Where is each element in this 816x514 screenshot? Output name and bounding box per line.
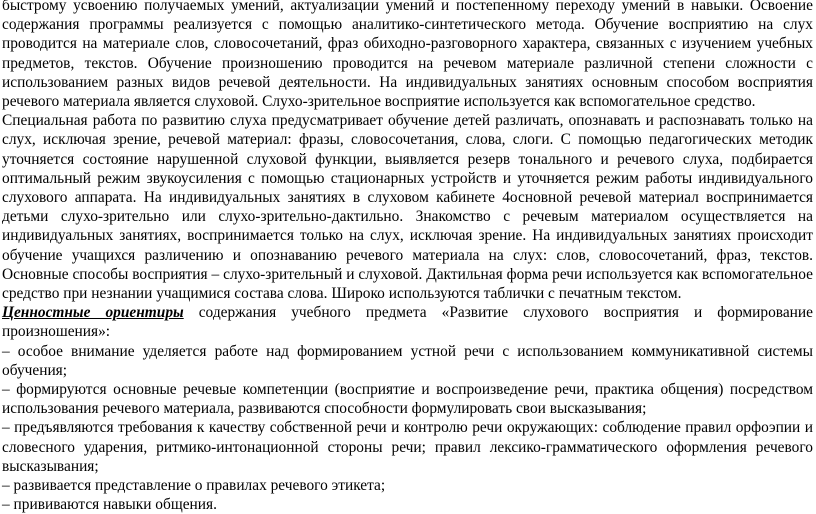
list-item: – прививаются навыки общения.	[2, 496, 217, 514]
document-page	[2, 0, 813, 514]
list-item: – формируются основные речевые компетенции (восприятие и воспроизведение речи, практика общения) посредством использования речевого материала, развиваются способности формулировать свои высказывания;	[2, 381, 813, 418]
values-heading	[2, 303, 813, 341]
paragraph-methods: быстрому усвоению получаемых умений, актуализации умений и постепенному переходу умений в навыки. Освоение содержания программы реализуется с помощью аналитико-синтетического метода. Обучение восприятию на слух проводится на материале слов, словосочетаний, фраз обиходно-разговорного характера, связанных с изучением учебных предметов, текстов. Обучение произношению проводится на речевом материале различной степени сложности с использованием разных видов речевой деятельности. На индивидуальных занятиях основным способом восприятия речевого материала является слуховой. Слухо-зрительное восприятие используется как вспомогательное средство.	[2, 0, 813, 111]
list-item: – предъявляются требования к качеству собственной речи и контролю речи окружающих: соблюдение правил орфоэпии и словесного ударения, ритмико-интонационной стороны речи; правил лексико-грамматического оформления речевого высказывания;	[2, 419, 813, 475]
list-item: – развивается представление о правилах речевого этикета;	[2, 477, 386, 495]
values-heading-rest: содержания учебного предмета «Развитие слухового восприятия и формирование произношения»:	[2, 304, 813, 341]
paragraph-hearing-development: Специальная работа по развитию слуха предусматривает обучение детей различать, опознавать и распознавать только на слух, исключая зрение, речевой материал: фразы, словосочетания, слова, слоги. С помощью педагогических методик уточняется состояние нарушенной слуховой функции, выявляется резерв тонального и речевого слуха, подбирается оптимальный режим звукоусиления с помощью стационарных устройств и уточняется режим работы индивидуального слухового аппарата. На индивидуальных занятиях в слуховом кабинете 4основной речевой материал воспринимается детьми слухо-зрительно или слухо-зрительно-дактильно. Знакомство с речевым материалом осуществляется на индивидуальных занятиях, воспринимается только на слух, исключая зрение. На индивидуальных занятиях происходит обучение учащихся различению и опознаванию речевого материала на слух: слов, словосочетаний, фраз, текстов. Основные способы восприятия – слухо-зрительный и слуховой. Дактильная форма речи используется как вспомогательное средство при незнании учащимися состава слова. Широко используются таблички с печатным текстом.	[2, 112, 813, 303]
list-item: – особое внимание уделяется работе над формированием устной речи с использованием коммуникативной системы обучения;	[2, 342, 813, 379]
values-heading-term: Ценностные ориентиры	[2, 304, 184, 322]
